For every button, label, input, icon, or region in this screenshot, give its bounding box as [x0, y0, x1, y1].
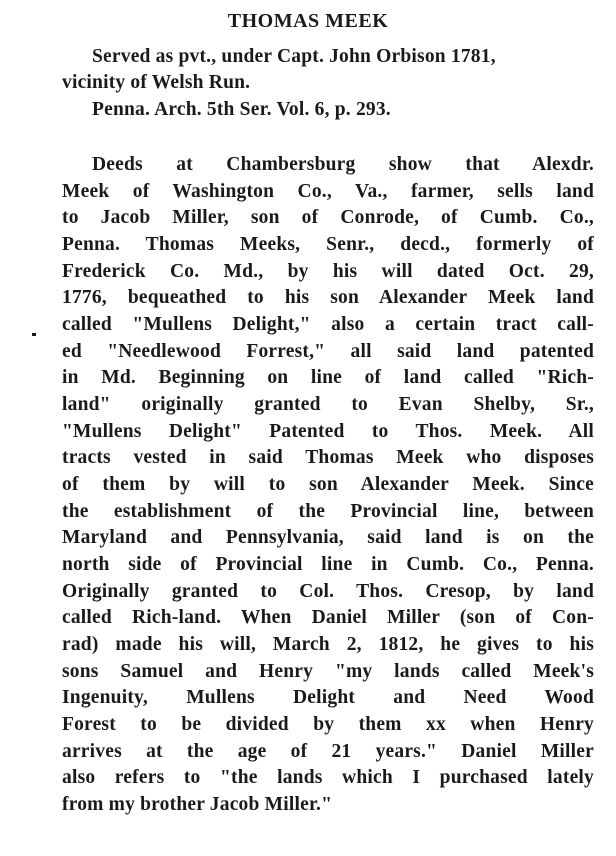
deed-line: arrives at the age of 21 years." Daniel Miller	[62, 741, 594, 762]
deed-line: Originally granted to Col. Thos. Cresop, by land	[62, 581, 594, 602]
page-title: THOMAS MEEK	[227, 10, 389, 32]
deed-line: to Jacob Miller, son of Conrode, of Cumb. Co.,	[62, 207, 594, 228]
deed-line: ed "Needlewood Forrest," all said land patented	[62, 341, 594, 362]
deed-line: called Rich-land. When Daniel Miller (son of Con-	[62, 607, 594, 628]
scan-speck	[32, 333, 36, 336]
deed-line: Frederick Co. Md., by his will dated Oct. 29,	[62, 261, 594, 282]
deed-line: sons Samuel and Henry "my lands called Meek's	[62, 661, 594, 682]
deed-line: "Mullens Delight" Patented to Thos. Meek. All	[62, 421, 594, 442]
deed-line: Meek of Washington Co., Va., farmer, sells land	[62, 181, 594, 202]
deed-line: from my brother Jacob Miller."	[62, 794, 333, 815]
deed-line: 1776, bequeathed to his son Alexander Meek land	[62, 287, 594, 308]
service-line: vicinity of Welsh Run.	[62, 72, 251, 93]
deed-line: of them by will to son Alexander Meek. Since	[62, 474, 594, 495]
deed-line: north side of Provincial line in Cumb. Co., Penna.	[62, 554, 594, 575]
deed-line: Deeds at Chambersburg show that Alexdr.	[92, 154, 594, 175]
citation-line: Penna. Arch. 5th Ser. Vol. 6, p. 293.	[92, 99, 391, 120]
deed-line: tracts vested in said Thomas Meek who disposes	[62, 447, 594, 468]
deed-line: the establishment of the Provincial line, between	[62, 501, 594, 522]
service-line: Served as pvt., under Capt. John Orbison 1781,	[92, 46, 496, 67]
deed-line: Forest to be divided by them xx when Henry	[62, 714, 594, 735]
deed-line: called "Mullens Delight," also a certain tract call-	[62, 314, 594, 335]
deed-line: Ingenuity, Mullens Delight and Need Wood	[62, 687, 594, 708]
deed-line: rad) made his will, March 2, 1812, he gives to his	[62, 634, 594, 655]
deed-line: Maryland and Pennsylvania, said land is on the	[62, 527, 594, 548]
deed-line: also refers to "the lands which I purchased lately	[62, 767, 594, 788]
deed-line: in Md. Beginning on line of land called "Rich-	[62, 367, 594, 388]
deed-line: Penna. Thomas Meeks, Senr., decd., formerly of	[62, 234, 594, 255]
deed-line: land" originally granted to Evan Shelby, Sr.,	[62, 394, 594, 415]
